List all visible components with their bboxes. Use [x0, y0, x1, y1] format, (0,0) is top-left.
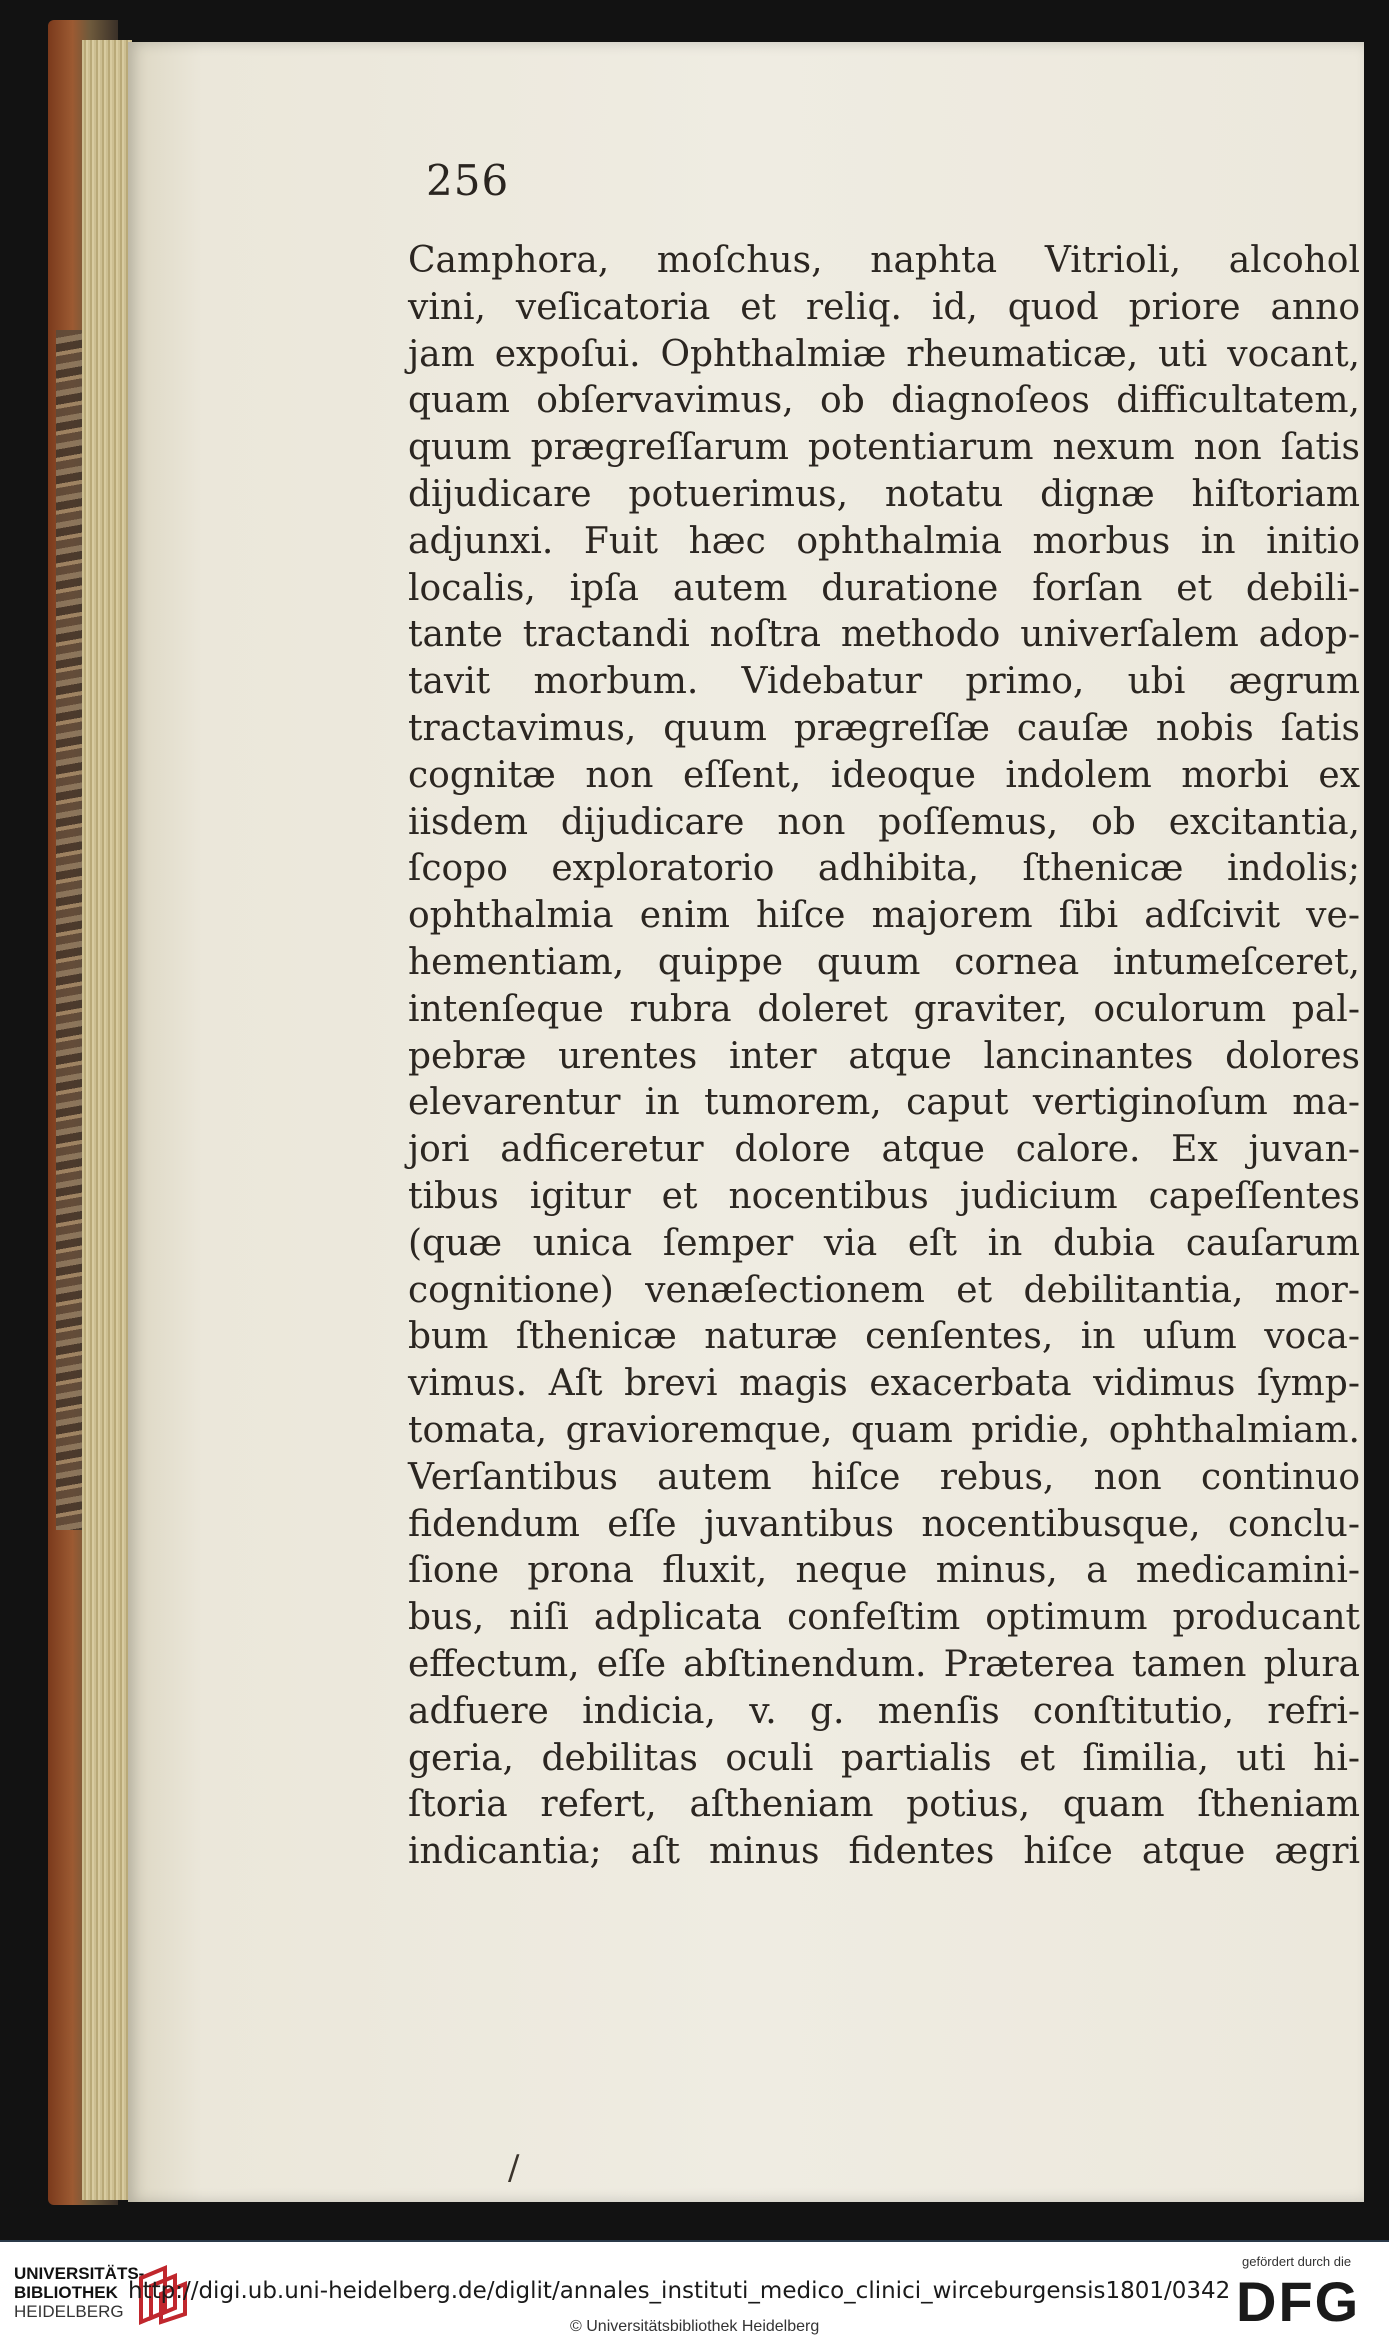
footer-bar — [0, 2240, 1389, 2345]
text-line: effectum, eſſe abſtinendum. Præterea tamen plura — [408, 1643, 1360, 1685]
text-line: elevarentur in tumorem, caput vertiginoſum ma- — [408, 1082, 1360, 1124]
library-name — [14, 2264, 144, 2321]
text-line: quam obſervavimus, ob diagnoſeos difficultatem, — [408, 380, 1360, 422]
text-line: ſcopo exploratorio adhibita, ſthenicæ indolis; — [408, 848, 1360, 890]
text-line: Camphora, moſchus, naphta Vitrioli, alcohol — [408, 240, 1360, 281]
text-line: ſtoria refert, aſtheniam potius, quam ſtheniam — [408, 1784, 1360, 1826]
text-line: iisdem dijudicare non poſſemus, ob excitantia, — [408, 801, 1360, 843]
page-block-edge — [82, 40, 132, 2200]
funder-note: gefördert durch die — [1242, 2254, 1352, 2269]
text-line: adfuere indicia, v. g. menſis conſtitutio, refri- — [408, 1690, 1360, 1732]
text-line: adjunxi. Fuit hæc ophthalmia morbus in initio — [408, 520, 1360, 562]
text-line: geria, debilitas oculi partialis et ſimilia, uti hi- — [408, 1737, 1360, 1779]
text-line: tomata, gravioremque, quam pridie, ophthalmiam. — [408, 1409, 1360, 1451]
text-line: Verſantibus autem hiſce rebus, non continuo — [408, 1456, 1360, 1498]
text-line: jam expoſui. Ophthalmiæ rheumaticæ, uti vocant, — [408, 333, 1360, 375]
text-line: tante tractandi noſtra methodo univerſalem adop- — [408, 614, 1360, 656]
text-line: hementiam, quippe quum cornea intumeſceret, — [408, 941, 1360, 983]
library-name-line-2: BIBLIOTHEK — [14, 2283, 118, 2302]
text-line: cognitione) venæſectionem et debilitantia, mor- — [408, 1269, 1360, 1311]
text-line: jori adficeretur dolore atque calore. Ex juvan- — [408, 1129, 1360, 1171]
page-number: 256 — [426, 156, 510, 205]
body-text — [408, 238, 1360, 1876]
text-line: pebræ urentes inter atque lancinantes dolores — [408, 1035, 1360, 1077]
text-line: (quæ unica ſemper via eſt in dubia cauſarum — [408, 1222, 1360, 1264]
text-line: cognitæ non eſſent, ideoque indolem morbi ex — [408, 754, 1360, 796]
text-line: ophthalmia enim hiſce majorem ſibi adſcivit ve- — [408, 895, 1360, 937]
dfg-logo: DFG — [1236, 2270, 1361, 2333]
library-name-line-3: HEIDELBERG — [14, 2302, 124, 2321]
text-line: dijudicare potuerimus, notatu dignæ hiſtoriam — [408, 473, 1360, 515]
text-line: ſione prona fluxit, neque minus, a medicamini- — [408, 1550, 1360, 1592]
stray-mark: / — [508, 2148, 520, 2188]
text-line: vimus. Aſt brevi magis exacerbata vidimus ſymp- — [408, 1363, 1360, 1405]
text-line: localis, ipſa autem duratione forſan et debili- — [408, 567, 1360, 609]
text-line: tibus igitur et nocentibus judicium capeſſentes — [408, 1175, 1360, 1217]
text-line: bum ſthenicæ naturæ cenſentes, in uſum voca- — [408, 1316, 1360, 1358]
text-line: bus, niſi adplicata confeſtim optimum producant — [408, 1597, 1360, 1639]
text-line: fidendum eſſe juvantibus nocentibusque, conclu- — [408, 1503, 1360, 1545]
text-line: intenſeque rubra doleret graviter, oculorum pal- — [408, 988, 1360, 1030]
copyright-notice: © Universitätsbibliothek Heidelberg — [570, 2318, 820, 2335]
library-name-line-1: UNIVERSITÄTS- — [14, 2264, 145, 2283]
text-line: tractavimus, quum prægreſſæ cauſæ nobis ſatis — [408, 707, 1360, 749]
permalink-url[interactable]: http://digi.ub.uni-heidelberg.de/diglit/annales_instituti_medico_clinici_wirceburgensis1801/0342 — [128, 2278, 1231, 2304]
text-line: indicantia; aſt minus fidentes hiſce atque ægri — [408, 1831, 1360, 1873]
text-line: quum prægreſſarum potentiarum nexum non ſatis — [408, 427, 1360, 469]
text-line: vini, veſicatoria et reliq. id, quod priore anno — [408, 286, 1360, 328]
text-line: tavit morbum. Videbatur primo, ubi ægrum — [408, 661, 1360, 703]
